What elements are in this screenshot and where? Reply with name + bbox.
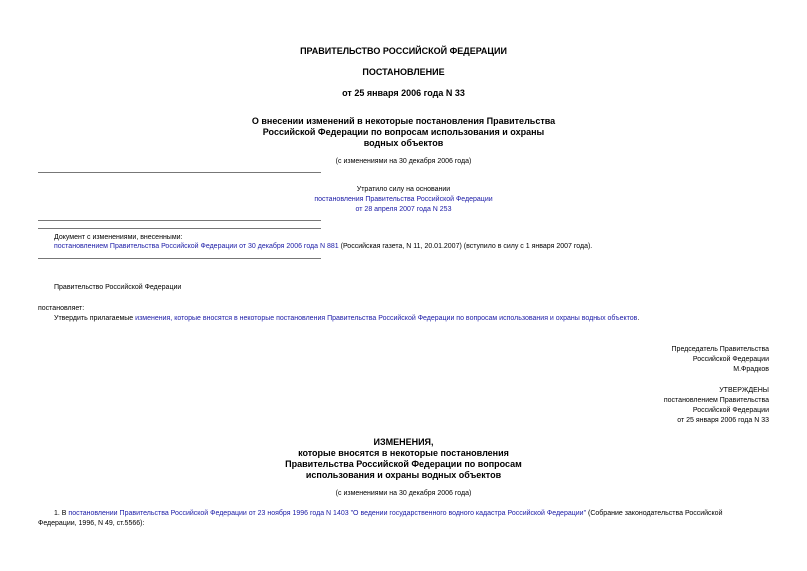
- document-type: ПОСТАНОВЛЕНИЕ: [362, 67, 445, 77]
- document-title-line-2: Российской Федерации по вопросам использования и охраны: [262, 127, 545, 137]
- amendment-note: (с изменениями на 30 декабря 2006 года): [335, 158, 472, 165]
- decrees-label: постановляет:: [38, 305, 85, 312]
- item-1-paragraph: [54, 509, 722, 518]
- annex-subtitle-line-3: использования и охраны водных объектов: [305, 470, 502, 480]
- government-heading: ПРАВИТЕЛЬСТВО РОССИЙСКОЙ ФЕДЕРАЦИИ: [300, 46, 507, 56]
- annex-title: ИЗМЕНЕНИЯ,: [373, 437, 434, 447]
- changes-decree-link[interactable]: постановлением Правительства Российской Федерации от 30 декабря 2006 года N 881: [54, 243, 339, 250]
- approved-date: от 25 января 2006 года N 33: [677, 417, 769, 424]
- approve-changes-link[interactable]: изменения, которые вносятся в некоторые постановления Правительства Российской Федерации по вопросам использования и охраны водных объектов: [135, 315, 638, 322]
- annex-subtitle-line-1: которые вносятся в некоторые постановления: [298, 448, 509, 458]
- signature-title: Председатель Правительства: [671, 346, 769, 353]
- item-1-continuation: Федерации, 1996, N 49, ст.5566):: [38, 520, 145, 527]
- void-notice: Утратило силу на основании: [356, 186, 451, 193]
- void-decree-date-link[interactable]: от 28 апреля 2007 года N 253: [355, 206, 452, 213]
- approved-org: Российской Федерации: [692, 407, 769, 414]
- divider: [38, 172, 321, 173]
- annex-subtitle-line-2: Правительства Российской Федерации по вопросам: [285, 459, 522, 469]
- changes-reference: [54, 242, 592, 251]
- approved-heading: УТВЕРЖДЕНЫ: [719, 387, 769, 394]
- void-decree-link[interactable]: постановления Правительства Российской Федерации: [314, 196, 493, 203]
- divider: [38, 228, 321, 229]
- document-title-line-1: О внесении изменений в некоторые постановления Правительства: [251, 116, 556, 126]
- changes-publication-text: (Российская газета, N 11, 20.01.2007) (вступило в силу с 1 января 2007 года).: [338, 243, 593, 250]
- signature-name: М.Фрадков: [733, 366, 769, 373]
- document-title-line-3: водных объектов: [363, 138, 444, 148]
- document-date-number: от 25 января 2006 года N 33: [342, 88, 465, 98]
- divider: [38, 258, 321, 259]
- approved-by-decree: постановлением Правительства: [663, 397, 769, 404]
- item-1-suffix: (Собрание законодательства Российской: [586, 510, 723, 517]
- signature-org: Российской Федерации: [692, 356, 769, 363]
- divider: [38, 220, 321, 221]
- approve-prefix: Утвердить прилагаемые: [54, 315, 136, 322]
- item-1-decree-link[interactable]: постановлении Правительства Российской Федерации от 23 ноября 1996 года N 1403 "О ведении государственного водного кадастра Российской Федерации": [68, 510, 587, 517]
- annex-amendment-note: (с изменениями на 30 декабря 2006 года): [335, 490, 472, 497]
- approve-suffix: .: [637, 315, 640, 322]
- changes-label: Документ с изменениями, внесенными:: [54, 234, 183, 241]
- item-1-prefix: 1. В: [54, 510, 69, 517]
- approve-paragraph: [54, 314, 639, 323]
- government-label: Правительство Российской Федерации: [54, 284, 182, 291]
